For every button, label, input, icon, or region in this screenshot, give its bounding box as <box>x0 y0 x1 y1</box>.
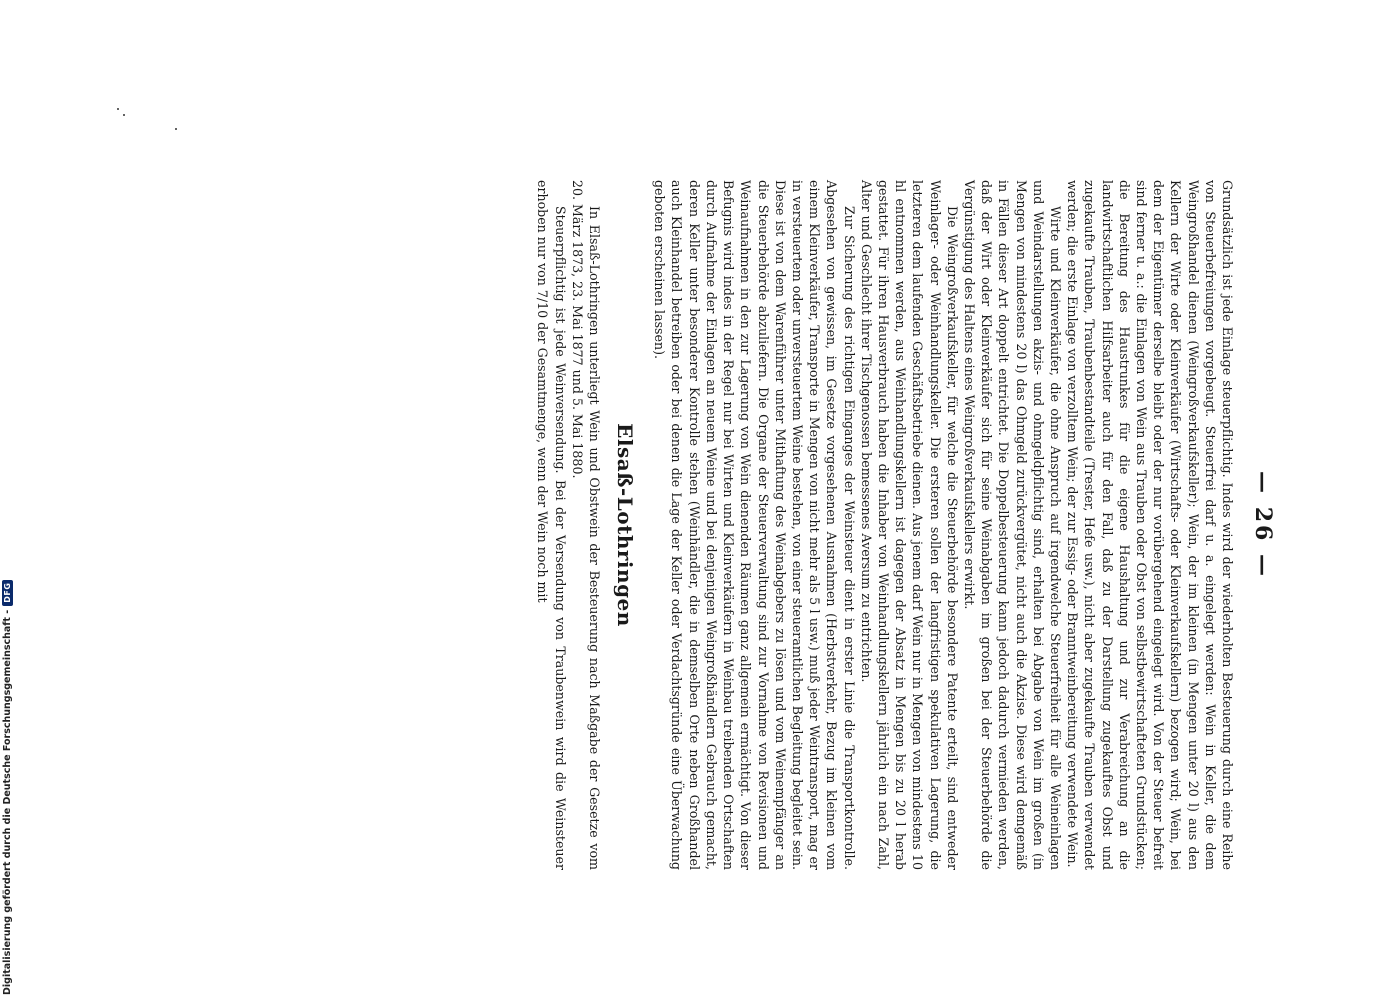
credit-text: Digitalisierung gefördert durch die Deutsche Forschungsgemeinschaft - <box>1 609 13 995</box>
rotated-page <box>136 180 1276 870</box>
paragraph-4: Zur Sicherung des richtigen Einganges der Weinsteuer dient in erster Linie die Transportkontrolle. Abgesehen von gewissen, im Gesetze vorgesehenen Ausnahmen (Herbstverkehr, Bezug im kleinen vom einem Kleinverkäufer, Transporte in Mengen von nicht mehr als 5 l usw.) muß jeder Weintransport, mag er in versteuertem oder unversteuertem Weine bestehen, von einer steueramtlichen Begleitung begleitet sein. Diese ist von dem Warenführer unter Mithaftung des Weinabgebers zu lösen und vom Weinempfänger an die Steuerbehörde abzuliefern. Die Organe der Steuerverwaltung sind zur Vornahme von Revisionen und Weinaufnahmen in den zur Lagerung von Wein dienenden Räumen ganz allgemein ermächtigt. Von dieser Befugnis wird indes in der Regel nur bei Wirten und Kleinverkäufern in Weinbau treibenden Ortschaften durch Aufnahme der Einlagen an neuem Weine und bei denjenigen Weingroßhändlern Gebrauch gemacht, deren Keller unter besonderer Kontrolle stehen (Weinhändler, die in demselben Orte neben Großhandel auch Kleinhandel betreiben oder bei denen die Lage der Keller oder Verdachtsgründe eine Überwachung geboten erscheinen lassen). <box>652 180 857 870</box>
paragraph-3: Die Weingroßverkaufskeller, für welche die Steuerbehörde besondere Patente erteilt, sind entweder Weinlager- oder Weinhandlungskeller. Die ersteren sollen der langfristigen spekulativen Lagerung, die letzteren dem laufenden Geschäftsbetriebe dienen. Aus jenem darf Wein nur in Mengen von mindestens 10 hl entnommen werden, aus Weinhandlungskellern ist dagegen der Absatz in Mengen bis zu 20 l herab gestattet. Für ihren Hausverbrauch haben die Inhaber von Weinhandlungskellern jährlich ein nach Zahl, Alter und Geschlecht ihrer Tischgenossen bemessenes Aversum zu entrichten. <box>858 180 960 870</box>
scan-speck <box>117 108 119 110</box>
section-paragraph-2: Steuerpflichtig ist jede Weinversendung. Bei der Versendung von Traubenwein wird die Weinsteuer erhoben nur von 7/10 der Gesamtmenge, wenn der Wein noch mit <box>535 180 568 870</box>
section-title: Elsaß-Lothringen <box>613 423 638 627</box>
paragraph-1: Grundsätzlich ist jede Einlage steuerpflichtig. Indes wird der wiederholten Besteuerung durch eine Reihe von Steuerbefreiungen vorgebeugt. Steuerfrei darf u. a. eingelegt werden: Wein in Keller, die dem Weingroßhandel dienen (Weingroßverkaufskeller); Wein, der im kleinen (in Mengen unter 20 l) aus den Kellern der Wirte oder Kleinverkäufer (Wirtschafts- oder Kleinverkaufskellern) bezogen wird; Wein, bei dem der Eigentümer derselbe bleibt oder der nur vorübergehend eingelegt wird. Von der Steuer befreit sind ferner u. a.: die Einlagen von Wein aus Trauben oder Obst von selbstbewirtschafteten Grundstücken; die Bereitung des Haustrunkes für die eigene Haushaltung und zur Verabreichung an die landwirtschaftlichen Hilfsarbeiter auch für den Fall, daß zu der Darstellung zugekauftes Obst und zugekaufte Trauben, Traubenbestandteile (Trester, Hefe usw.), nicht aber zugekaufte Trauben verwendet werden; die erste Einlage von verzolltem Wein; der zur Essig- oder Branntweinbereitung verwendete Wein. <box>1065 180 1235 870</box>
scan-speck <box>175 128 177 130</box>
dfg-logo-icon: DFG <box>2 580 13 606</box>
paragraph-2: Wirte und Kleinverkäufer, die ohne Anspruch auf irgendwelche Steuerfreiheit für alle Weineinlagen und Weindarstellungen akzis- und ohmgeldpflichtig sind, erhalten bei Abgabe von Wein im großen (in Mengen von mindestens 20 l) das Ohmgeld zurückvergütet, nicht auch die Akzise. Diese wird demgemäß in Fällen dieser Art doppelt entrichtet. Die Doppelbesteuerung kann jedoch dadurch vermieden werden, daß der Wirt oder Kleinverkäufer sich für seine Weinabgaben im großen bei der Steuerbehörde die Vergünstigung des Haltens eines Weingroßverkaufskellers erwirkt. <box>961 180 1063 870</box>
digitization-credit <box>0 582 14 995</box>
section-paragraph-1: In Elsaß-Lothringen unterliegt Wein und Obstwein der Besteuerung nach Maßgabe der Gesetze vom 20. März 1873, 23. Mai 1877 und 5. Mai 1880. <box>569 180 603 870</box>
scan-speck <box>123 114 125 116</box>
page-number: — 26 — <box>1250 471 1276 579</box>
